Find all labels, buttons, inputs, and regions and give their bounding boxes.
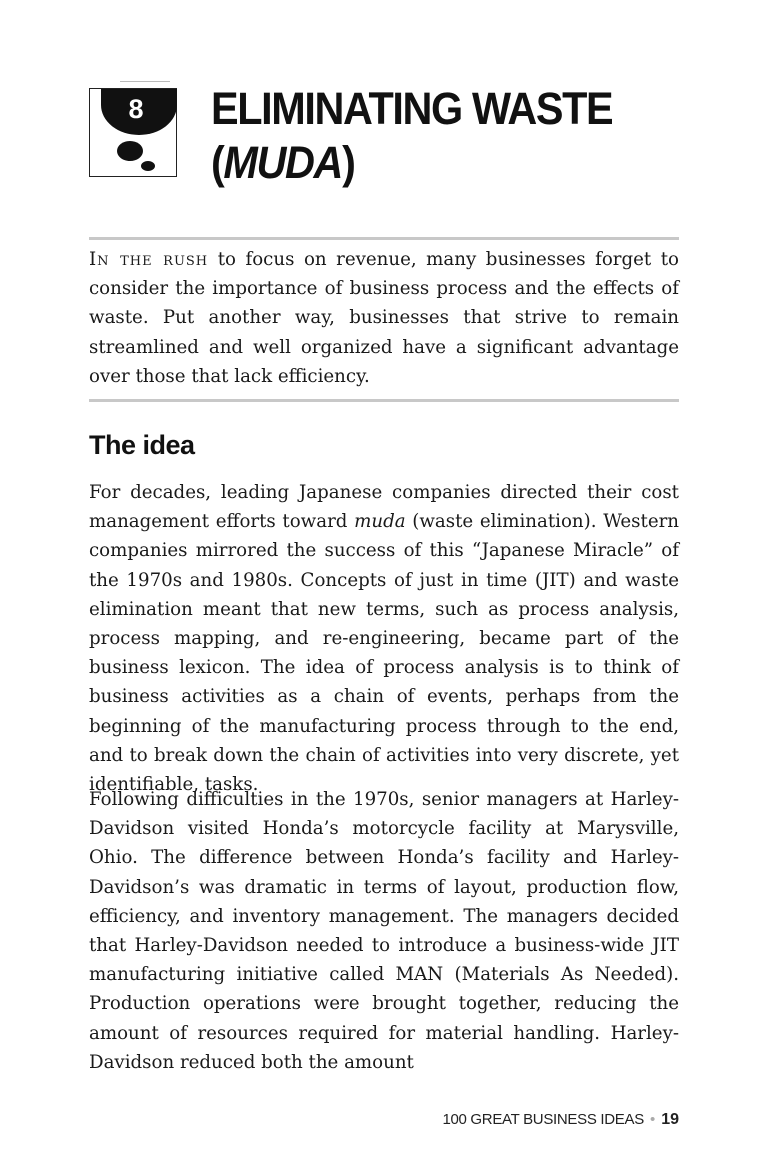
intro-text: to focus on revenue, many businesses forget to consider the importance of business process and the effects of waste. Put another way, businesses that strive to remain streamlined and well organized have a significant advantage over those that lack efficiency. [89,249,679,387]
thought-dot-large [117,141,143,161]
chapter-title-italic: MUDA [223,137,343,188]
page-number: 19 [661,1111,679,1128]
badge-top-line [120,81,170,82]
chapter-title-line1: ELIMINATING WASTE [211,83,613,134]
footer-book-title: 100 GREAT BUSINESS IDEAS [442,1111,644,1128]
chapter-number: 8 [128,94,144,124]
thought-dot-small [141,161,155,171]
intro-paragraph [89,245,679,391]
intro-rule-top [89,237,679,240]
paragraph1-italic-term: muda [354,511,406,533]
page-footer [442,1109,679,1131]
intro-lead: In the rush [89,249,209,270]
chapter-title-paren-close: ) [342,137,355,188]
body-paragraph-2: Following difficulties in the 1970s, senior managers at Harley-Davidson visited Honda’s motorcycle facility at Marysville, Ohio. The difference between Honda’s facility and Harley-Davidson’s was dramatic in terms of layout, production flow, efficiency, and inventory management. The managers decided that Harley-Davidson needed to introduce a business-wide JIT manufacturing initiative called MAN (Materials As Needed). Production operations were brought together, reducing the amount of resources required for material handling. Harley-Davidson reduced both the amount [89,789,679,1073]
footer-separator: • [649,1111,656,1128]
paragraph1-end: (waste elimination). Western companies mirrored the success of this “Japanese Miracle” of the 1970s and 1980s. Concepts of just in time (JIT) and waste elimination meant that new terms, such as process analysis, process mapping, and re-engineering, became part of the business lexicon. The idea of process analysis is to think of business activities as a chain of events, perhaps from the beginning of the manufacturing process through to the end, and to break down the chain of activities into very discrete, yet identifiable, tasks. [89,511,679,796]
intro-rule-bottom [89,399,679,402]
paragraph1-start: For decades, leading Japanese companies directed their cost management efforts toward [89,482,679,533]
body-paragraph-1 [89,478,679,799]
section-heading: The idea [89,430,195,460]
chapter-title [211,82,643,190]
chapter-title-paren-open: ( [211,137,224,188]
